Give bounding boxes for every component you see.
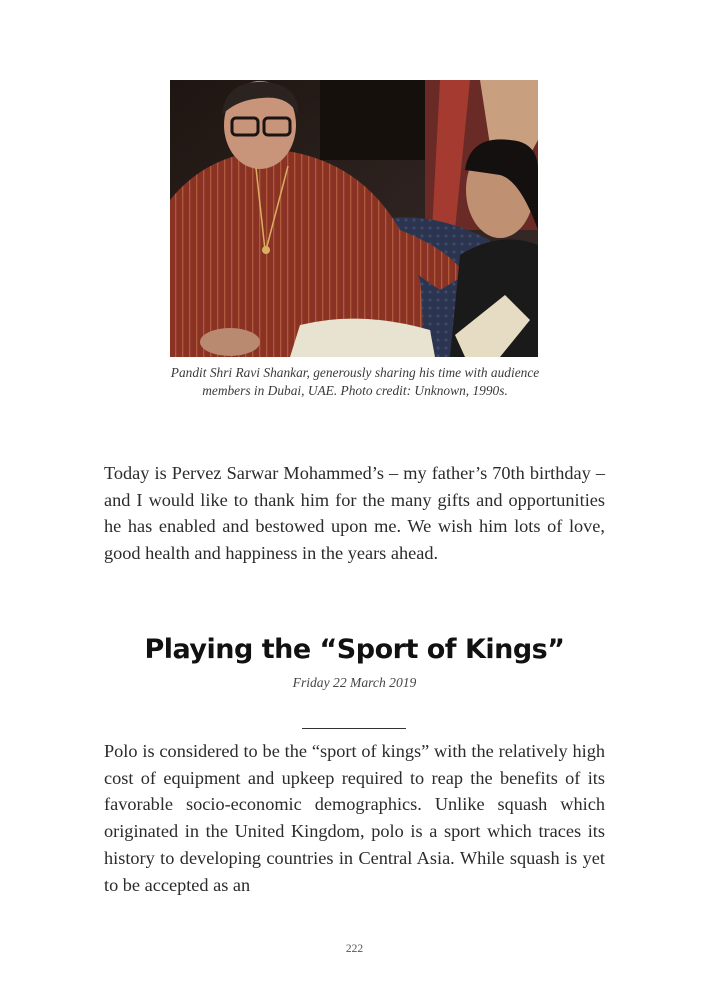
ravi-shankar-photo	[170, 80, 538, 357]
polo-paragraph: Polo is considered to be the “sport of kings” with the relatively high cost of equipment and upkeep required to reap the benefits of its favorable socio-economic demographics. Unlike squash which originated in the United Kingdom, polo is a sport which traces its history to developing countries in Central Asia. While squash is yet to be accepted as an	[104, 741, 605, 895]
section-date: Friday 22 March 2019	[292, 675, 417, 690]
section-divider	[302, 728, 406, 729]
section-title: Playing the “Sport of Kings”	[144, 634, 565, 665]
page-number: 222	[345, 943, 364, 955]
birthday-paragraph: Today is Pervez Sarwar Mohammed’s – my father’s 70th birthday – and I would like to thank him for the many gifts and opportunities he has enabled and bestowed upon me. We wish him lots of love, good health and happiness in the years ahead.	[104, 463, 605, 564]
photo-caption: Pandit Shri Ravi Shankar, generously sharing his time with audience members in Dubai, UAE. Photo credit: Unknown, 1990s.	[170, 365, 540, 398]
photo-illustration	[170, 80, 538, 357]
